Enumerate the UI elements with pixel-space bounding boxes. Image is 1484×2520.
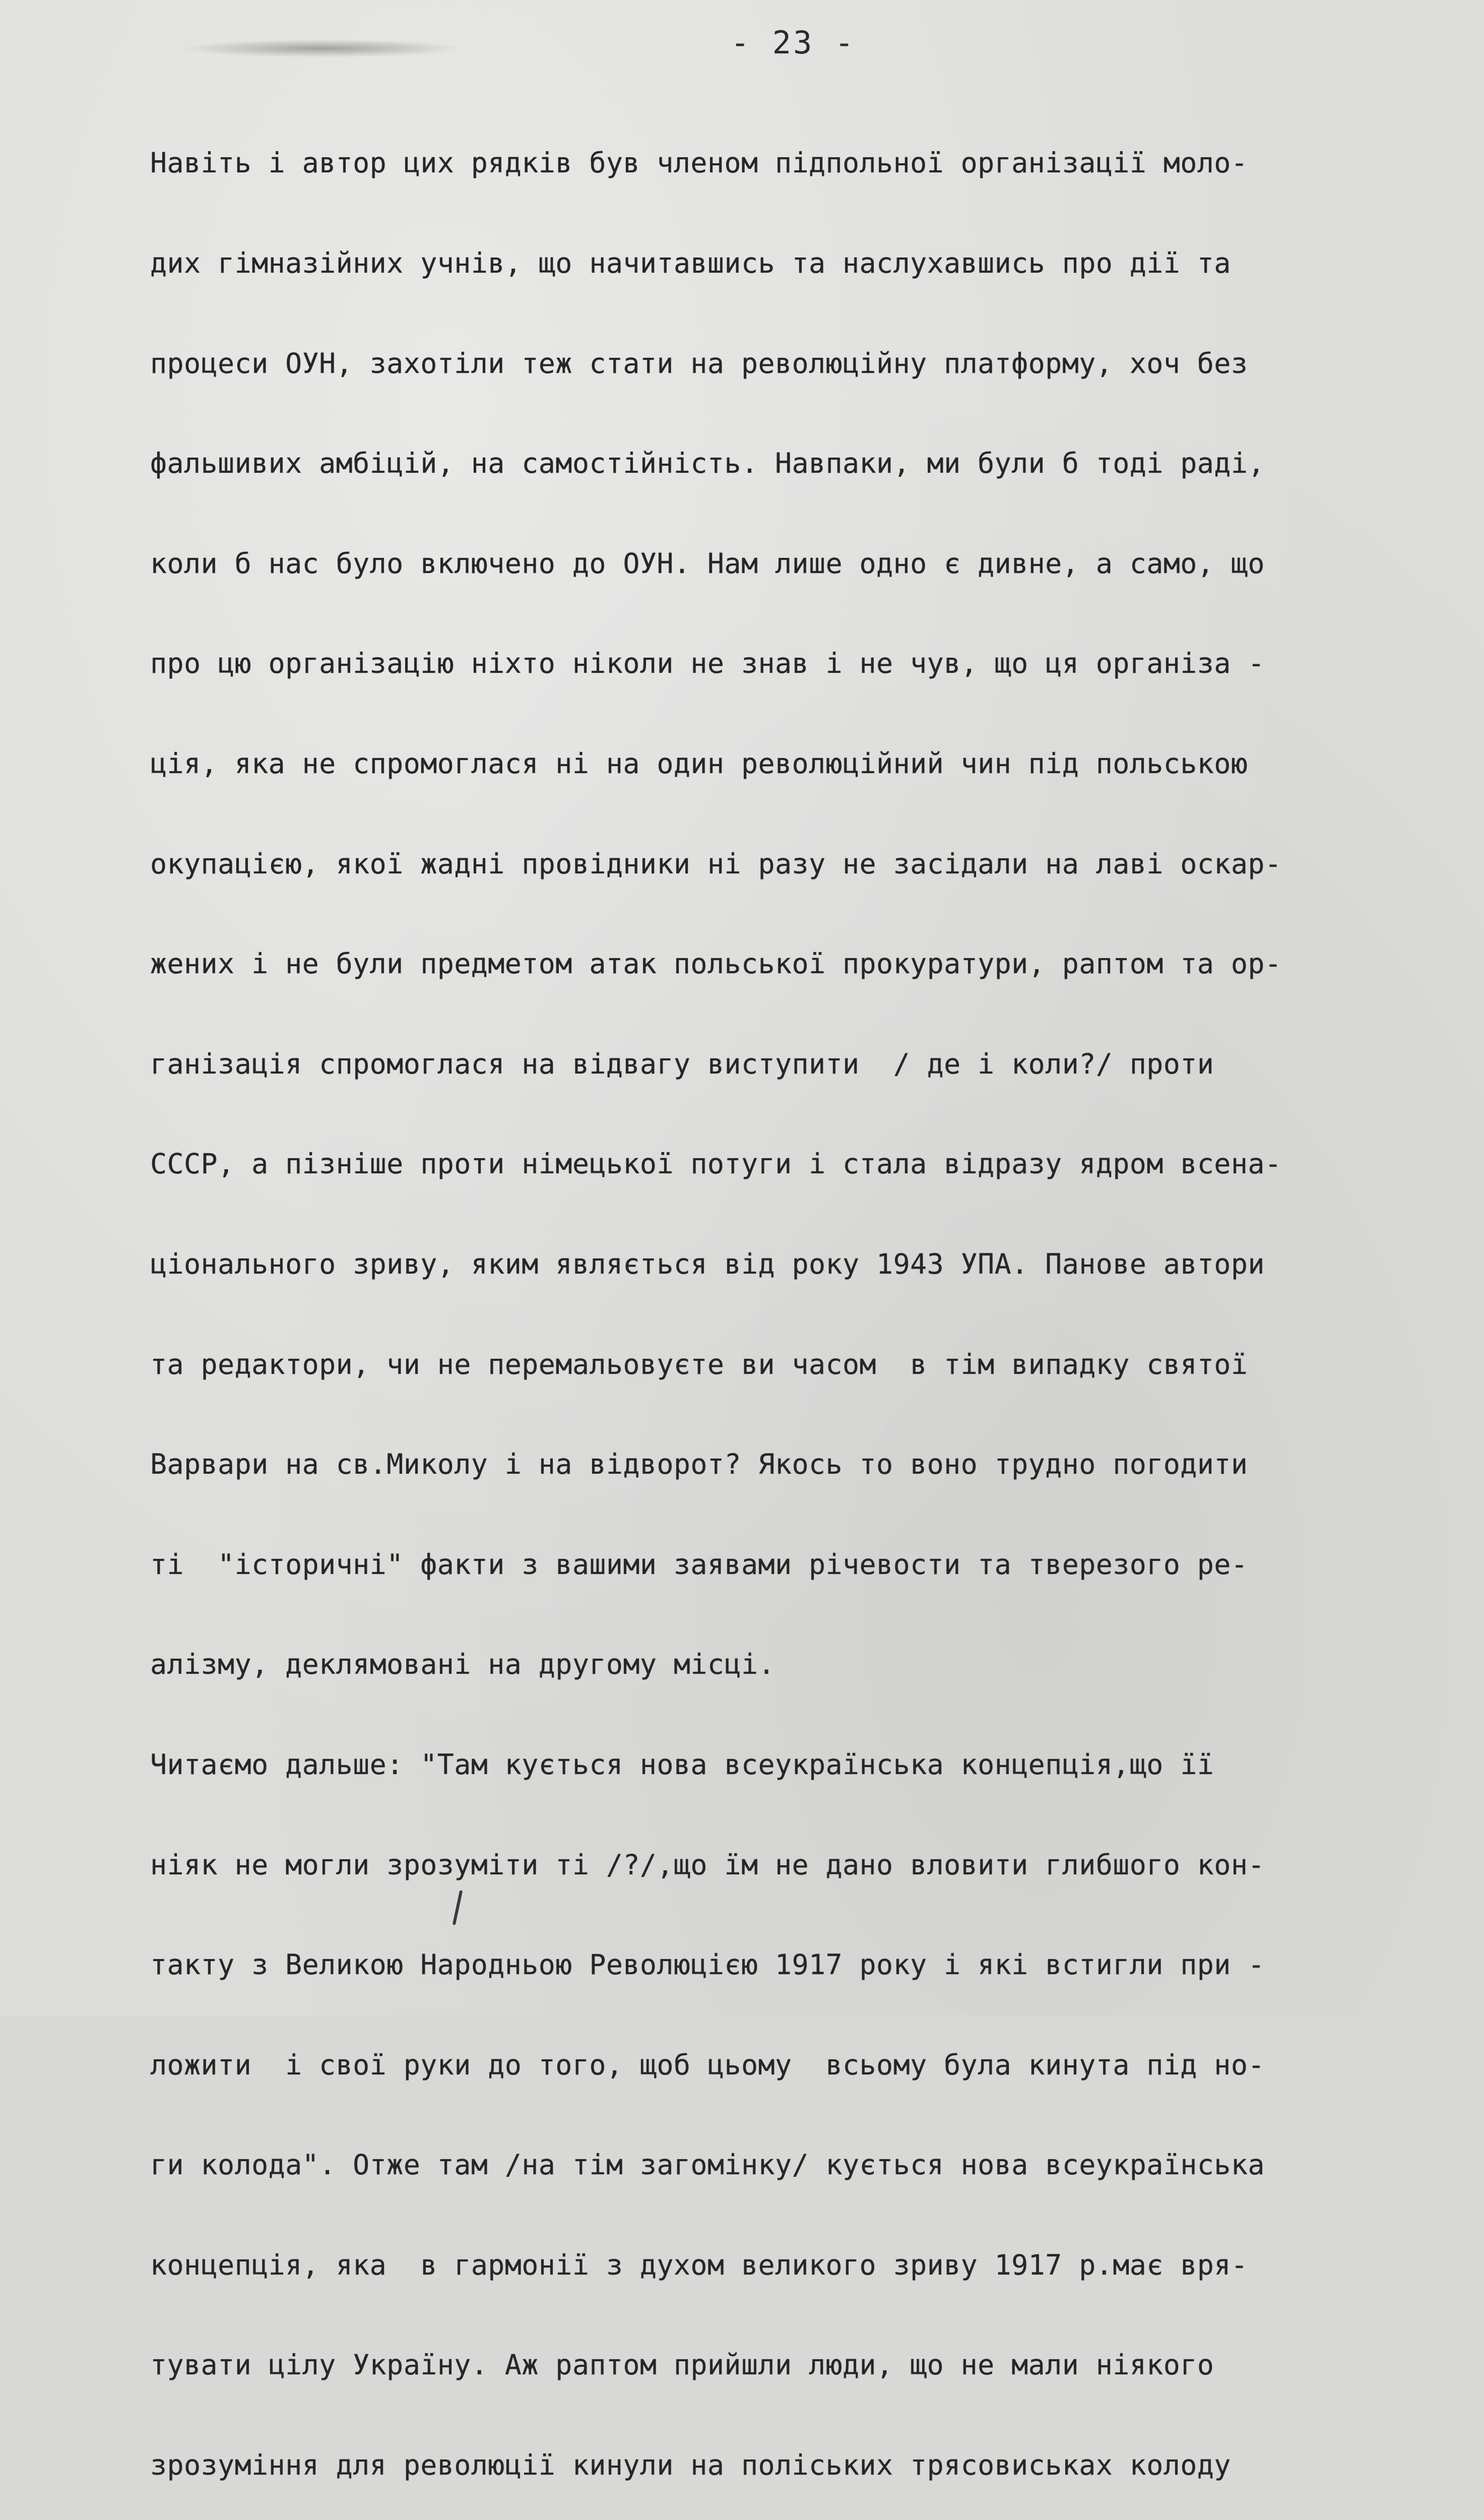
text-line: коли б нас було включено до ОУН. Нам лише одно є дивне, а само, що bbox=[150, 547, 1265, 580]
text-line: алізму, деклямовані на другому місці. bbox=[150, 1648, 775, 1681]
text-line: Читаємо дальше: "Там кується нова всеукраїнська концепція,що її bbox=[150, 1748, 1214, 1781]
text-line: СССР, а пізніше проти німецької потуги і стала відразу ядром всена- bbox=[150, 1148, 1282, 1180]
text-line: ги колода". Отже там /на тім загомінку/ кується нова всеукраїнська bbox=[150, 2149, 1265, 2181]
ink-smudge bbox=[181, 39, 464, 57]
text-line: дих гімназійних учнів, що начитавшись та наслухавшись про дії та bbox=[150, 247, 1231, 279]
typewritten-body bbox=[150, 80, 1430, 2520]
text-line: ганізація спромоглася на відвагу виступити / де і коли?/ проти bbox=[150, 1047, 1214, 1080]
text-line: Варвари на св.Миколу і на відворот? Якось то воно трудно погодити bbox=[150, 1448, 1248, 1481]
text-line: зрозуміння для революції кинули на поліських трясовиськах колоду bbox=[150, 2449, 1231, 2482]
text-line: ті "історичні" факти з вашими заявами річевости та тверезого ре- bbox=[150, 1548, 1248, 1581]
text-line: концепція, яка в гармонії з духом великого зриву 1917 р.має вря- bbox=[150, 2248, 1248, 2281]
text-line: жених і не були предметом атак польської прокуратури, раптом та ор- bbox=[150, 948, 1282, 980]
page-number: - 23 - bbox=[731, 24, 856, 61]
text-line: про цю організацію ніхто ніколи не знав і не чув, що ця організа - bbox=[150, 647, 1265, 680]
text-line: процеси ОУН, захотіли теж стати на революційну платформу, хоч без bbox=[150, 347, 1248, 380]
text-line: ція, яка не спромоглася ні на один революційний чин під польською bbox=[150, 747, 1248, 780]
text-line: ціонального зриву, яким являється від року 1943 УПА. Панове автори bbox=[150, 1247, 1265, 1280]
text-line: тувати цілу Україну. Аж раптом прийшли люди, що не мали ніякого bbox=[150, 2349, 1214, 2381]
text-line: такту з Великою Народньою Революцією 1917 року і які встигли при - bbox=[150, 1948, 1265, 1981]
text-line: окупацією, якої жадні провідники ні разу не засідали на лаві оскар- bbox=[150, 847, 1282, 880]
text-line: Навіть і автор цих рядків був членом підпольної організації моло- bbox=[150, 147, 1248, 179]
text-line: фальшивих амбіцій, на самостійність. Навпаки, ми були б тоді раді, bbox=[150, 447, 1265, 480]
text-line: ніяк не могли зрозуміти ті /?/,що їм не дано вловити глибшого кон- bbox=[150, 1848, 1265, 1881]
text-line: та редактори, чи не перемальовуєте ви часом в тім випадку святої bbox=[150, 1348, 1248, 1380]
text-line: ложити і свої руки до того, щоб цьому всьому була кинута під но- bbox=[150, 2048, 1265, 2081]
